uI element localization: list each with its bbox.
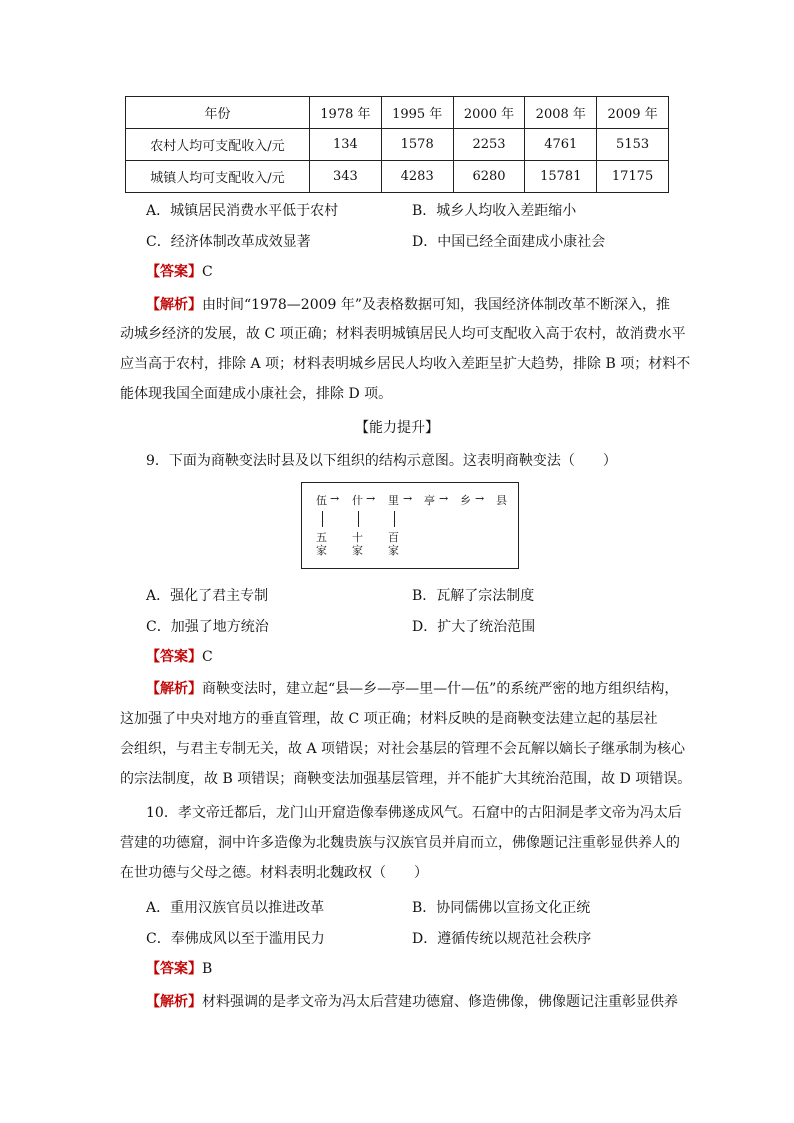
table-cell: 15781 [525, 161, 597, 193]
q8-analysis-line: 能体现我国全面建成小康社会，排除 D 项。 [120, 386, 393, 402]
table-cell: 农村人均可支配收入/元 [126, 129, 310, 161]
connector-line [322, 511, 323, 527]
table-cell: 5153 [597, 129, 669, 161]
arrow-icon: → [439, 492, 449, 505]
diagram-sub-label: 百 家 [388, 531, 399, 557]
table-header-cell: 2009 年 [597, 97, 669, 129]
section-title: 【能力提升】 [355, 420, 439, 436]
table-cell: 343 [310, 161, 382, 193]
table-cell: 1578 [381, 129, 453, 161]
q9-option-a: A．强化了君主专制 [146, 588, 269, 604]
q9-analysis-line: 会组织，与君主专制无关，故 A 项错误；对社会基层的管理不会瓦解以嫡长子继承制为核心 [120, 741, 686, 757]
q9-analysis-line: 的宗法制度，故 B 项错误；商鞅变法加强基层管理，并不能扩大其统治范围，故 D 项错误。 [120, 771, 692, 787]
diagram-node: 伍 [316, 494, 327, 507]
q10-stem-line: 在世功德与父母之德。材料表明北魏政权（ ） [120, 865, 428, 881]
q10-stem-line: 营建的功德窟，洞中许多造像为北魏贵族与汉族官员并肩而立，佛像题记注重彰显供养人的 [120, 835, 680, 851]
diagram-node: 亭 [424, 494, 435, 507]
table-header-cell: 年份 [126, 97, 310, 129]
q8-option-b: B．城乡人均收入差距缩小 [412, 203, 577, 219]
table-cell: 6280 [453, 161, 525, 193]
q9-option-d: D．扩大了统治范围 [412, 619, 536, 635]
diagram-node: 里 [388, 494, 399, 507]
answer-value: C [202, 649, 213, 665]
q10-option-d: D．遵循传统以规范社会秩序 [412, 931, 592, 947]
q9-analysis-line [146, 678, 706, 698]
connector-line [394, 511, 395, 527]
q9-option-b: B．瓦解了宗法制度 [412, 588, 535, 604]
table-cell: 4761 [525, 129, 597, 161]
q9-stem: 9．下面为商鞅变法时县及以下组织的结构示意图。这表明商鞅变法（ ） [146, 453, 617, 469]
q8-answer [146, 261, 213, 281]
table-header-cell: 1995 年 [381, 97, 453, 129]
table-cell: 城镇人均可支配收入/元 [126, 161, 310, 193]
table-cell: 2253 [453, 129, 525, 161]
table-header-cell: 2000 年 [453, 97, 525, 129]
q8-analysis-line: 动城乡经济的发展，故 C 项正确；材料表明城镇居民人均可支配收入高于农村，故消费水平 [120, 326, 686, 342]
table-header-row [126, 97, 669, 129]
table-header-cell: 2008 年 [525, 97, 597, 129]
analysis-text: 材料强调的是孝文帝为冯太后营建功德窟、修造佛像，佛像题记注重彰显供养 [202, 994, 678, 1010]
q8-option-d: D．中国已经全面建成小康社会 [412, 234, 606, 250]
answer-tag: 【答案】 [146, 649, 202, 665]
table-header-cell: 1978 年 [310, 97, 382, 129]
table-row [126, 161, 669, 193]
q10-stem-line: 10．孝文帝迁都后，龙门山开窟造像奉佛遂成风气。石窟中的古阳洞是孝文帝为冯太后 [146, 805, 682, 821]
q8-analysis-line: 应当高于农村，排除 A 项；材料表明城乡居民人均收入差距呈扩大趋势，排除 B 项；材料不 [120, 356, 691, 372]
arrow-icon: → [475, 492, 485, 505]
q10-option-a: A．重用汉族官员以推进改革 [146, 900, 325, 916]
structure-diagram [301, 482, 519, 569]
q8-analysis-line [146, 294, 706, 314]
arrow-icon: → [330, 492, 340, 505]
diagram-node: 什 [352, 494, 363, 507]
q8-option-c: C．经济体制改革成效显著 [146, 234, 311, 250]
analysis-tag: 【解析】 [146, 681, 202, 697]
q9-answer [146, 646, 213, 666]
q9-option-c: C．加强了地方统治 [146, 619, 269, 635]
q10-answer [146, 958, 212, 978]
diagram-node: 县 [496, 494, 507, 507]
q10-option-c: C．奉佛成风以至于滥用民力 [146, 931, 325, 947]
analysis-text: 商鞅变法时，建立起“县—乡—亭—里—什—伍”的系统严密的地方组织结构， [202, 681, 679, 697]
q10-option-b: B．协同儒佛以宣扬文化正统 [412, 900, 591, 916]
answer-value: B [202, 961, 213, 977]
table-cell: 134 [310, 129, 382, 161]
connector-line [358, 511, 359, 527]
analysis-tag: 【解析】 [146, 297, 202, 313]
answer-tag: 【答案】 [146, 264, 202, 280]
arrow-icon: → [366, 492, 376, 505]
arrow-icon: → [403, 492, 413, 505]
analysis-tag: 【解析】 [146, 994, 202, 1010]
table-cell: 17175 [597, 161, 669, 193]
diagram-sub-label: 十 家 [352, 531, 363, 557]
answer-tag: 【答案】 [146, 961, 202, 977]
income-table [125, 96, 669, 193]
table-cell: 4283 [381, 161, 453, 193]
q10-analysis-line [146, 991, 706, 1011]
answer-value: C [202, 264, 213, 280]
diagram-node: 乡 [460, 494, 471, 507]
diagram-sub-label: 五 家 [316, 531, 327, 557]
q8-option-a: A．城镇居民消费水平低于农村 [146, 203, 339, 219]
table-row [126, 129, 669, 161]
q9-analysis-line: 这加强了中央对地方的垂直管理，故 C 项正确；材料反映的是商鞅变法建立起的基层社 [120, 711, 658, 727]
analysis-text: 由时间“1978—2009 年”及表格数据可知，我国经济体制改革不断深入，推 [202, 297, 671, 313]
